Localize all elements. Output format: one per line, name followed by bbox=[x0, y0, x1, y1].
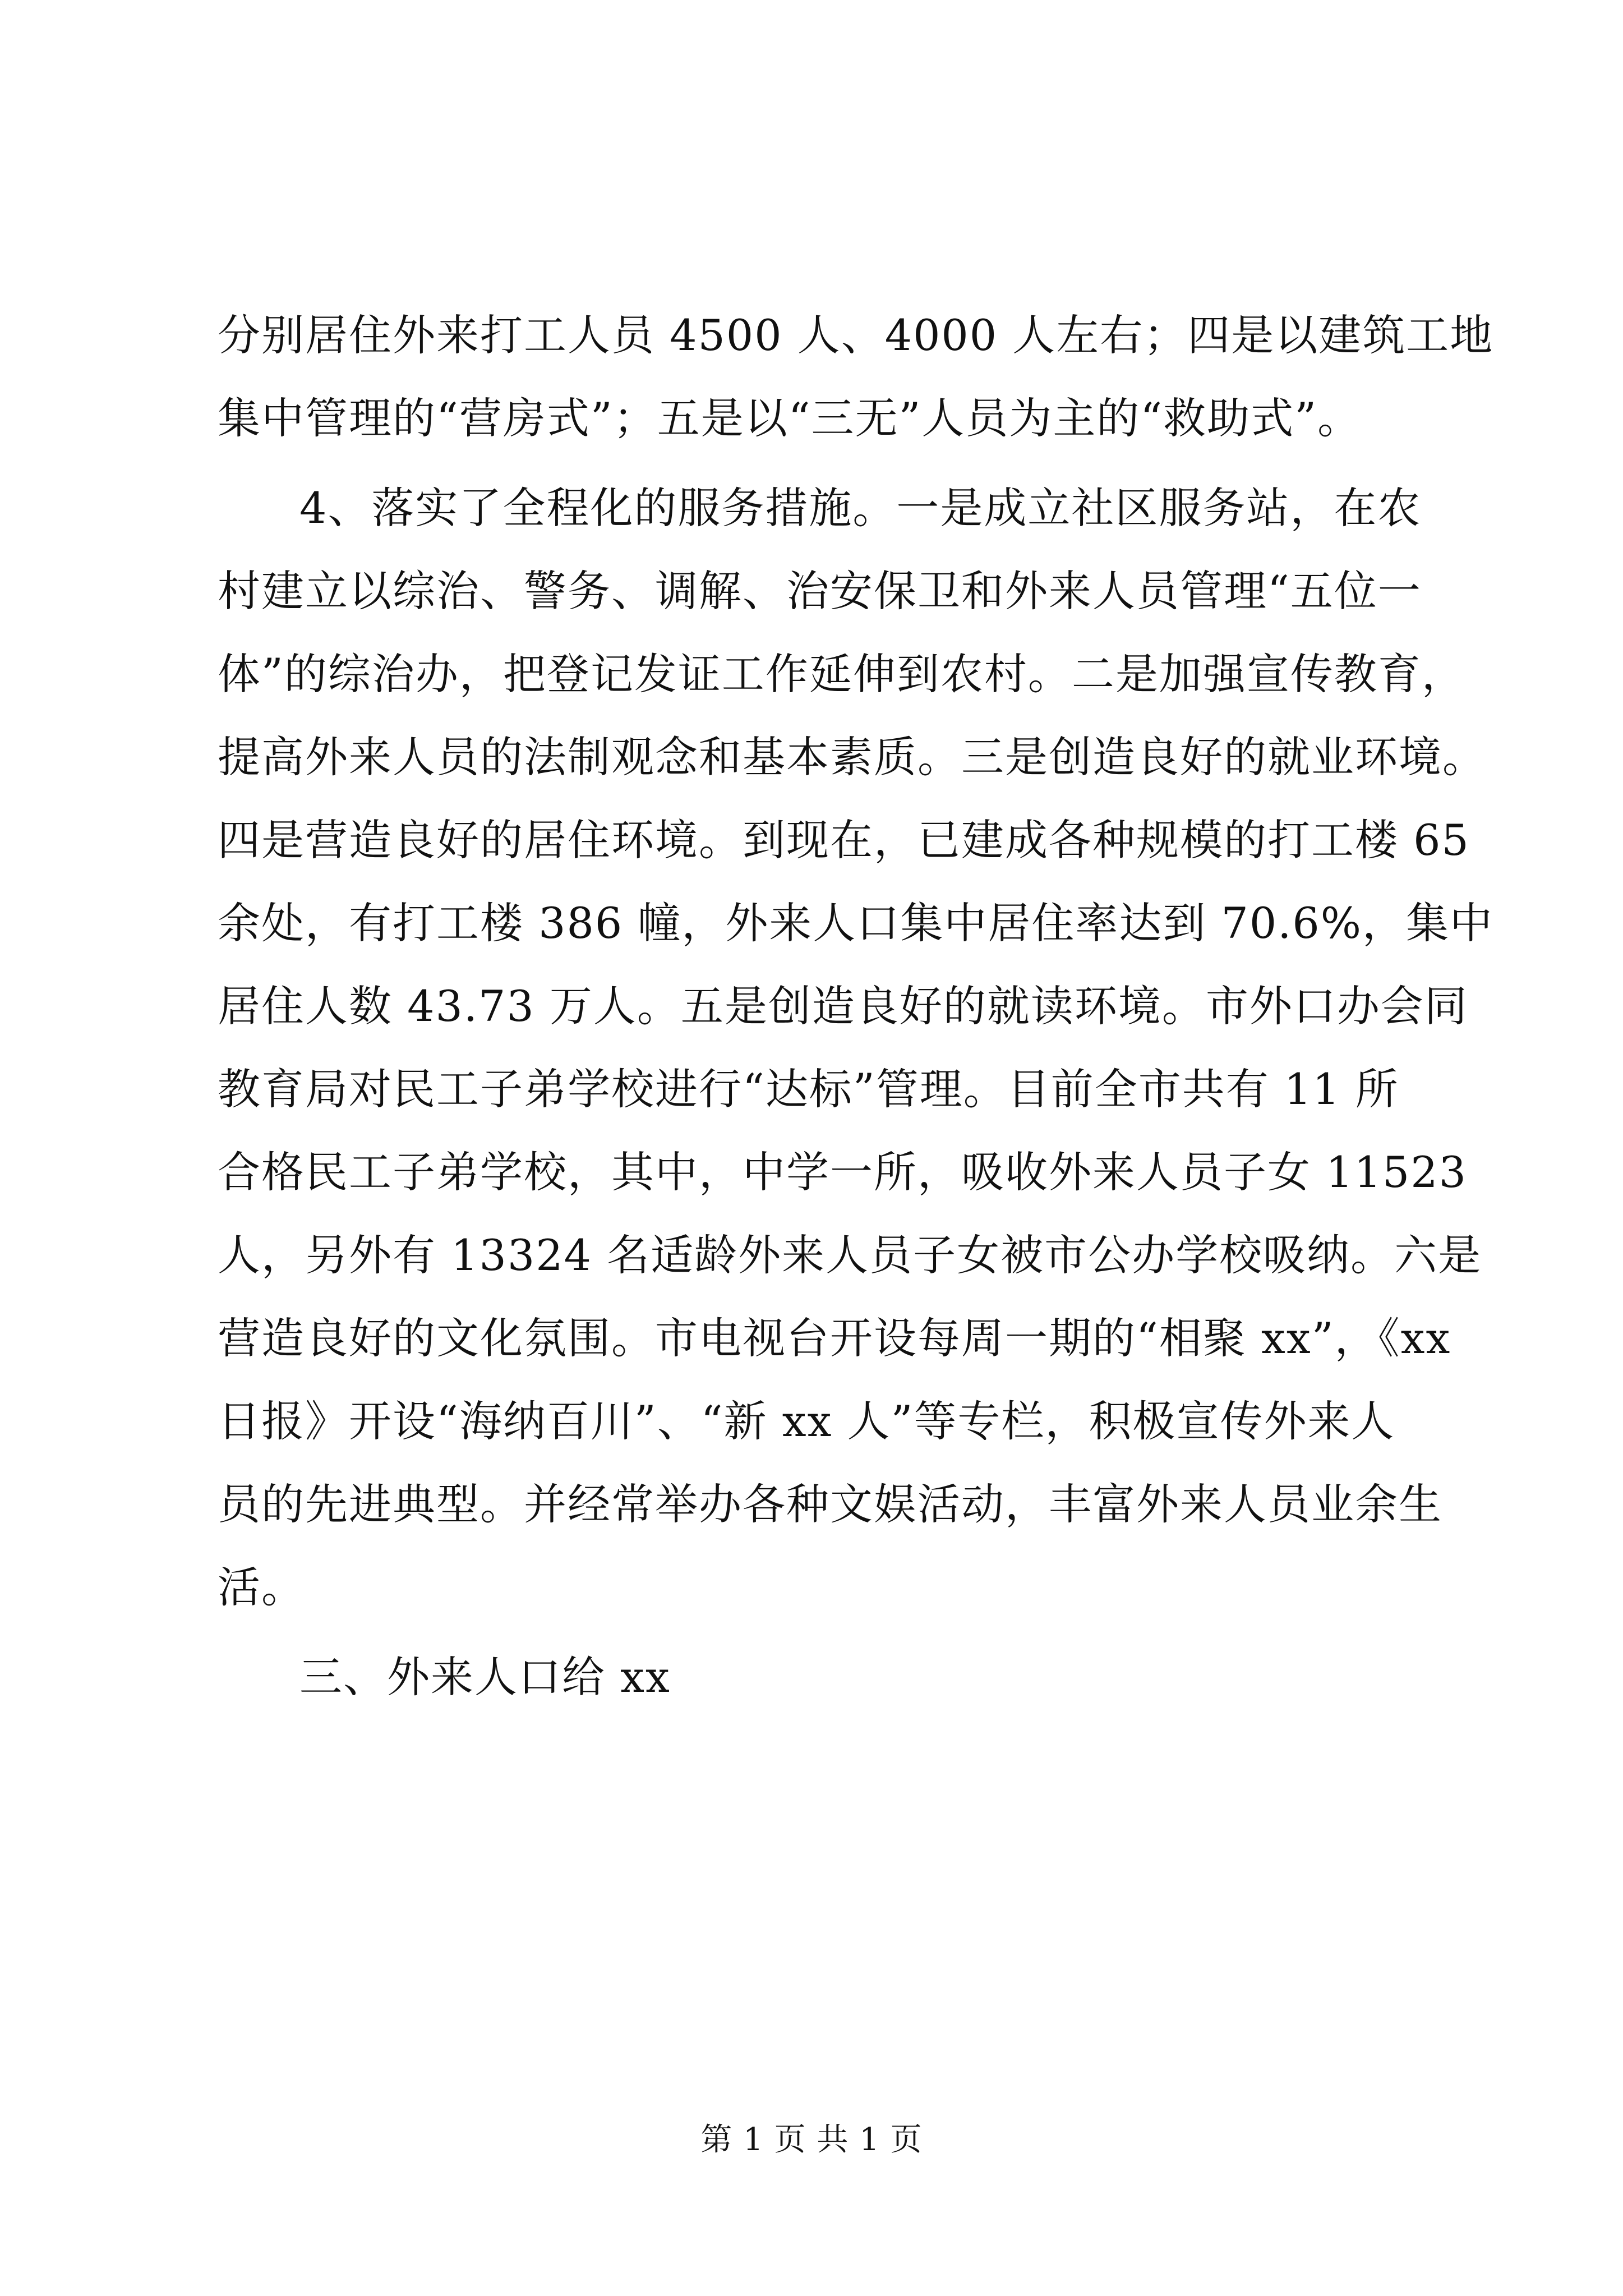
body-line-3: 4、落实了全程化的服务措施。一是成立社区服务站，在农 bbox=[299, 483, 1422, 533]
body-line-7: 四是营造良好的居住环境。到现在，已建成各种规模的打工楼 65 bbox=[218, 815, 1470, 865]
body-line-5: 体”的综治办，把登记发证工作延伸到农村。二是加强宣传教育， bbox=[218, 649, 1465, 699]
body-line-16: 活。 bbox=[218, 1562, 305, 1612]
body-line-15: 员的先进典型。并经常举办各种文娱活动，丰富外来人员业余生 bbox=[218, 1479, 1442, 1529]
body-line-10: 教育局对民工子弟学校进行“达标”管理。目前全市共有 11 所 bbox=[218, 1064, 1399, 1114]
body-line-11: 合格民工子弟学校，其中，中学一所，吸收外来人员子女 11523 bbox=[218, 1147, 1467, 1197]
body-line-4: 村建立以综治、警务、调解、治安保卫和外来人员管理“五位一 bbox=[218, 566, 1422, 616]
section-heading: 三、外来人口给 xx bbox=[299, 1652, 671, 1702]
body-line-1: 分别居住外来打工人员 4500 人、4000 人左右；四是以建筑工地 bbox=[218, 310, 1494, 360]
body-line-12: 人，另外有 13324 名适龄外来人员子女被市公办学校吸纳。六是 bbox=[218, 1230, 1482, 1280]
body-line-8: 余处，有打工楼 386 幢，外来人口集中居住率达到 70.6%，集中 bbox=[218, 898, 1493, 948]
body-line-2: 集中管理的“营房式”；五是以“三无”人员为主的“救助式”。 bbox=[218, 393, 1362, 443]
body-line-14: 日报》开设“海纳百川”、“新 xx 人”等专栏，积极宣传外来人 bbox=[218, 1396, 1395, 1446]
body-line-13: 营造良好的文化氛围。市电视台开设每周一期的“相聚 xx”，《xx bbox=[218, 1313, 1451, 1363]
page-footer: 第 1 页 共 1 页 bbox=[700, 2122, 923, 2158]
body-line-6: 提高外来人员的法制观念和基本素质。三是创造良好的就业环境。 bbox=[218, 732, 1486, 782]
body-line-9: 居住人数 43.73 万人。五是创造良好的就读环境。市外口办会同 bbox=[218, 981, 1468, 1031]
